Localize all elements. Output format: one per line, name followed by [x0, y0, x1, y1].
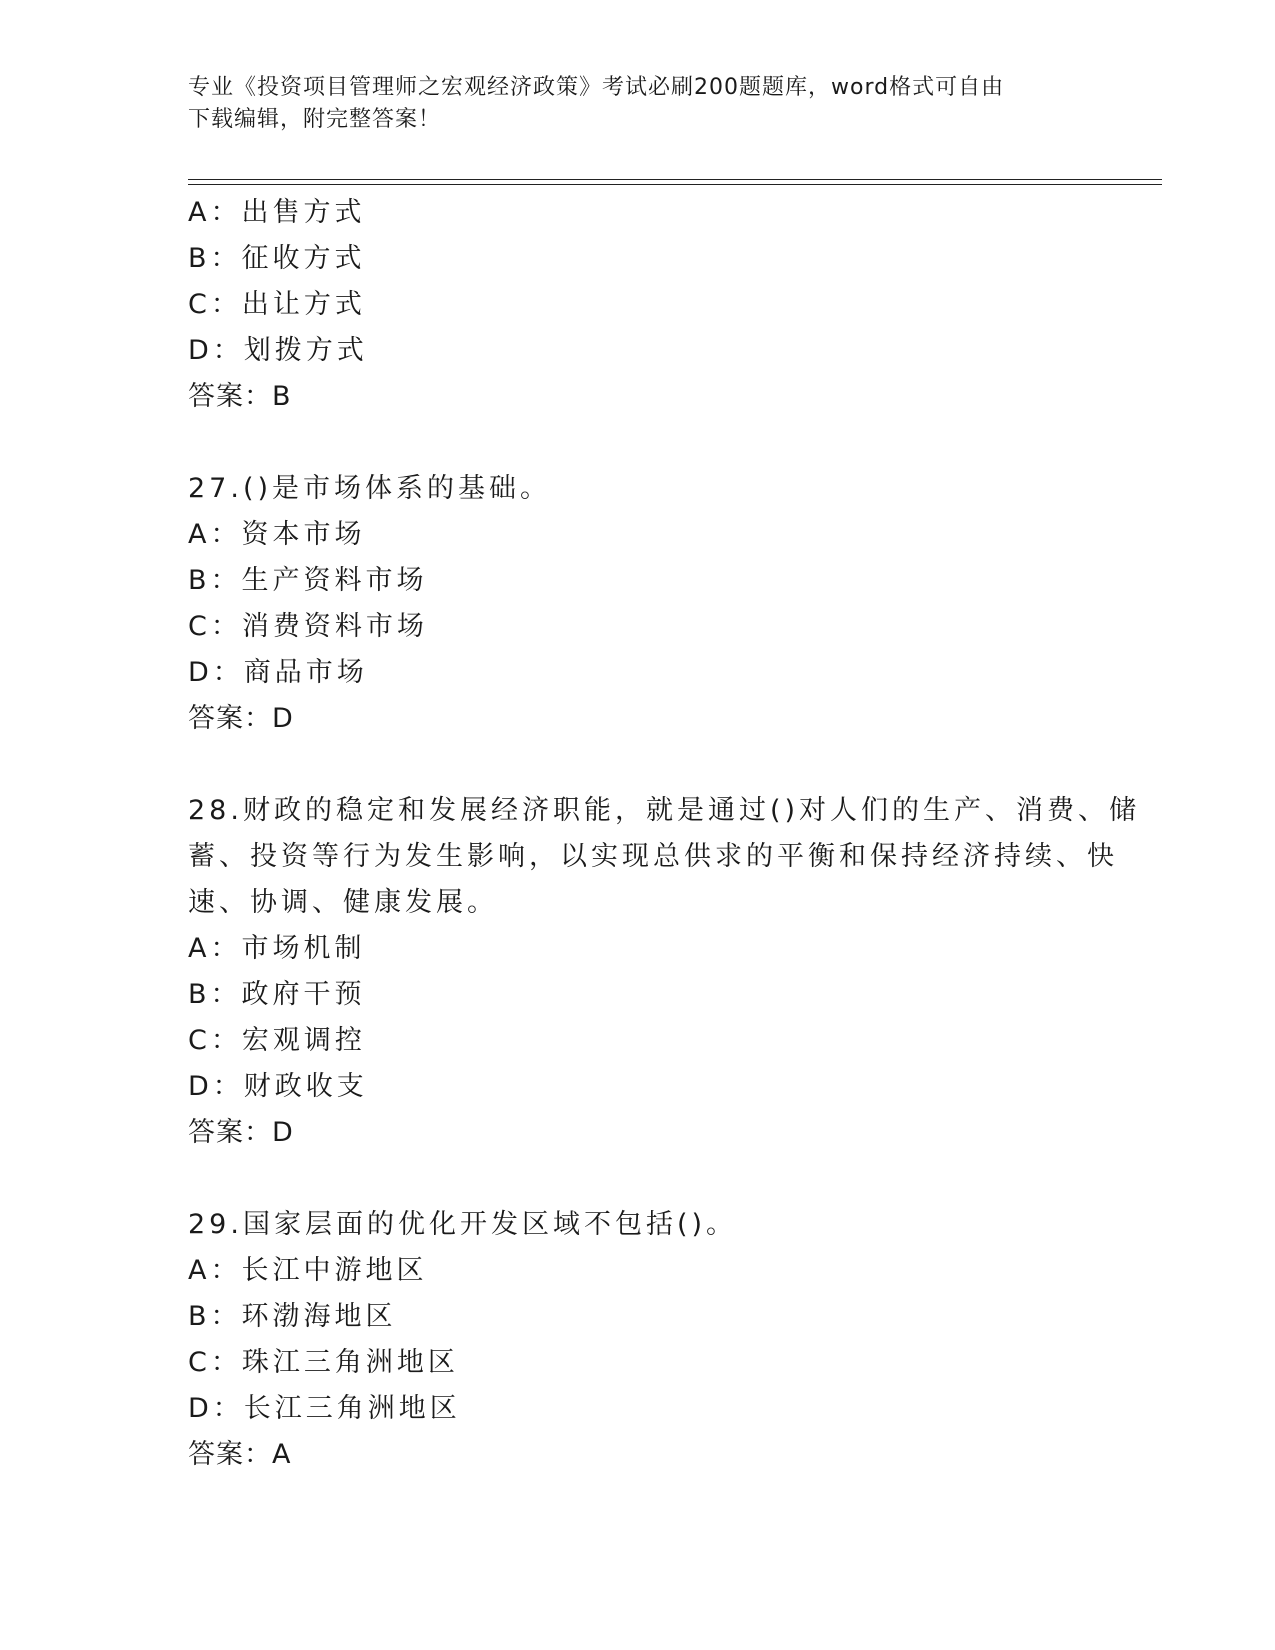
option-d: D：财政收支 — [188, 1071, 368, 1102]
question-stem-line-1: 28.财政的稳定和发展经济职能，就是通过()对人们的生产、消费、储 — [188, 795, 1141, 826]
option-a: A：出售方式 — [188, 197, 366, 228]
header-divider-bottom — [188, 184, 1162, 185]
header-line-1: 专业《投资项目管理师之宏观经济政策》考试必刷200题题库，word格式可自由 — [188, 75, 1005, 100]
option-b: B：征收方式 — [188, 243, 366, 274]
question-stem: 27.()是市场体系的基础。 — [188, 473, 552, 504]
option-c: C：消费资料市场 — [188, 611, 428, 642]
document-header — [188, 72, 1088, 136]
option-c: C：宏观调控 — [188, 1025, 366, 1056]
spacer — [188, 742, 1088, 788]
answer: 答案：A — [188, 1439, 292, 1470]
option-d: D：长江三角洲地区 — [188, 1393, 461, 1424]
header-divider-top — [188, 179, 1162, 180]
option-a: A：市场机制 — [188, 933, 366, 964]
question-29 — [188, 1202, 1088, 1478]
option-b: B：生产资料市场 — [188, 565, 428, 596]
question-stem-line-3: 速、协调、健康发展。 — [188, 887, 498, 918]
option-c: C：出让方式 — [188, 289, 366, 320]
header-line-2: 下载编辑，附完整答案！ — [188, 107, 442, 132]
option-b: B：政府干预 — [188, 979, 366, 1010]
option-a: A：资本市场 — [188, 519, 366, 550]
option-d: D：划拨方式 — [188, 335, 368, 366]
option-a: A：长江中游地区 — [188, 1255, 428, 1286]
question-26 — [188, 190, 1088, 420]
option-c: C：珠江三角洲地区 — [188, 1347, 459, 1378]
question-list — [188, 190, 1141, 1478]
question-28 — [188, 788, 1141, 1156]
spacer — [188, 420, 1088, 466]
spacer — [188, 1156, 1088, 1202]
answer: 答案：D — [188, 1117, 294, 1148]
question-stem-line-2: 蓄、投资等行为发生影响，以实现总供求的平衡和保持经济持续、快 — [188, 841, 1118, 872]
question-27 — [188, 466, 1088, 742]
answer: 答案：D — [188, 703, 294, 734]
answer: 答案：B — [188, 381, 292, 412]
option-b: B：环渤海地区 — [188, 1301, 397, 1332]
option-d: D：商品市场 — [188, 657, 368, 688]
question-stem: 29.国家层面的优化开发区域不包括()。 — [188, 1209, 738, 1240]
